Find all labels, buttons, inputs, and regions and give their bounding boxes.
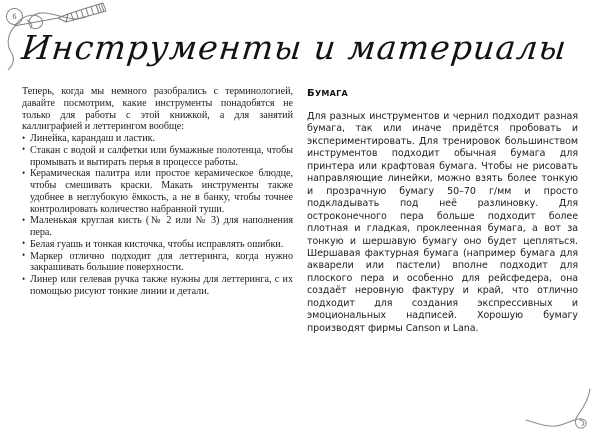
list-item: • Линейка, карандаш и ластик.	[22, 133, 293, 145]
list-item: • Линер или гелевая ручка также нужны для леттеринга, с их помощью рисуют тонкие линии и детали.	[22, 274, 293, 298]
list-item: • Керамическая палитра или простое керамическое блюдце, чтобы смешивать краски. Макать инструменты также удобнее в неглубокую ёмкость, а не в банку, чтобы точнее контролировать количество набранной туши.	[22, 168, 293, 215]
list-item: • Маленькая круглая кисть (№ 2 или № 3) для наполнения пера.	[22, 215, 293, 239]
right-column	[307, 86, 578, 335]
tools-list	[22, 133, 293, 298]
flourish-tail-icon	[8, 26, 15, 70]
corner-flourish-icon	[526, 389, 590, 428]
top-ornament	[0, 0, 160, 70]
list-item: • Маркер отлично подходит для леттеринга, когда нужно закрашивать большие поверхности.	[22, 251, 293, 275]
section-paragraph: Для разных инструментов и чернил подходит разная бумага, так или иначе придётся пробовать и экспериментировать. Для тренировок большинством инструментов подходит обычная бумага для принтера или крафтовая бумага. Чтобы не рисовать направляющие линейки, можно взять более тонкую и прозрачную бумагу 50–70 г/мм и просто подкладывать под неё разлиновку. Для остроконечного пера больше подходит более плотная и гладкая, проклеенная бумага, а вот за тонкую и шершавую бумагу оно будет цепляться. Шершавая фактурная бумага (например бумага для акварели или пастели) вполне подходит для плоского пера и особенно для рейсфедера, она создаёт неровную фактуру и край, что отлично подходит для создания экспрессивных и эмоциональных надписей. Хорошую бумагу производят фирмы Canson и Lana.	[307, 111, 578, 334]
flourish-swirl-icon	[12, 12, 86, 29]
page-number-badge	[6, 8, 23, 25]
list-item: • Стакан с водой и салфетки или бумажные полотенца, чтобы промывать и вытирать перья в процессе работы.	[22, 145, 293, 169]
corner-ornament	[518, 387, 594, 435]
left-column	[22, 86, 293, 335]
intro-paragraph: Теперь, когда мы немного разобрались с терминологией, давайте посмотрим, какие инструменты понадобятся не только для работы с этой книжкой, а для занятий каллиграфией и леттерингом вообще:	[22, 86, 293, 133]
page-title-text: Инструменты и материалы	[19, 28, 570, 67]
page-number: 6	[12, 12, 17, 21]
section-heading-paper: бумага	[307, 84, 349, 100]
content-columns	[22, 86, 578, 335]
list-item: • Белая гуашь и тонкая кисточка, чтобы исправлять ошибки.	[22, 239, 293, 251]
pencil-icon	[14, 3, 106, 26]
